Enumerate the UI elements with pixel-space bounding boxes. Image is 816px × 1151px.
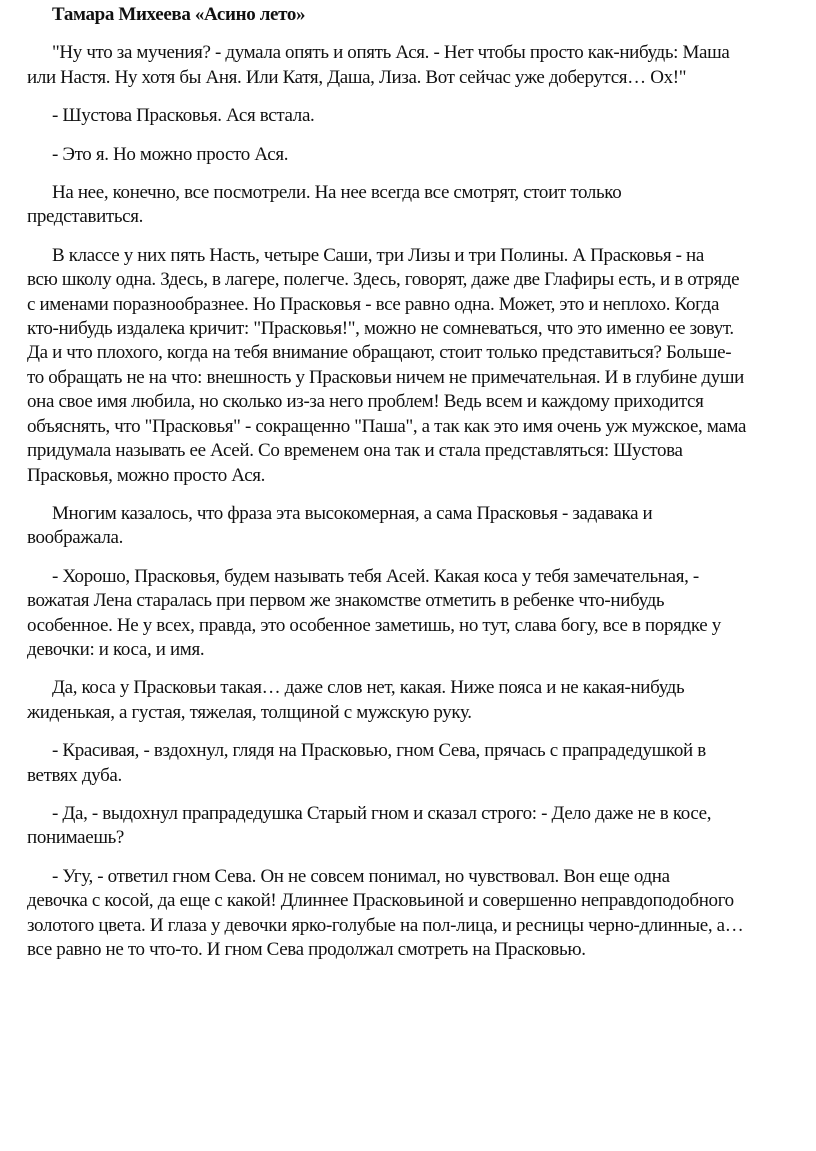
text-line: - Красивая, - вздохнул, глядя на Прасковью, гном Сева, прячась с прапрадедушкой в <box>52 740 706 762</box>
text-line: все равно не то что-то. И гном Сева продолжал смотреть на Прасковью. <box>27 939 586 960</box>
paragraph <box>27 739 816 788</box>
paragraph <box>27 802 816 851</box>
title-text: Тамара Михеева «Асино лето» <box>52 4 306 25</box>
paragraph <box>27 565 816 663</box>
text-line: придумала называть ее Асей. Со временем она так и стала представляться: Шустова <box>27 440 683 462</box>
text-line: жиденькая, а густая, тяжелая, толщиной с мужскую руку. <box>27 701 472 723</box>
text-line: Многим казалось, что фраза эта высокомерная, а сама Прасковья - задавака и <box>52 502 653 524</box>
text-line: - Шустова Прасковья. Ася встала. <box>52 105 315 127</box>
text-line: ветвях дуба. <box>27 764 122 786</box>
text-line: или Настя. Ну хотя бы Аня. Или Катя, Даша, Лиза. Вот сейчас уже доберутся… Ох!" <box>27 66 687 88</box>
text-line: объяснять, что "Прасковья" - сокращенно "Паша", а так как это имя очень уж мужское, мама <box>27 415 747 437</box>
text-line: всю школу одна. Здесь, в лагере, полегче. Здесь, говорят, даже две Глафиры есть, и в отряде <box>27 269 740 291</box>
document-page <box>27 3 816 976</box>
text-line: с именами поразнообразнее. Но Прасковья - все равно одна. Может, это и неплохо. Когда <box>27 293 720 315</box>
document-body <box>27 41 816 962</box>
text-line: На нее, конечно, все посмотрели. На нее всегда все смотрят, стоит только <box>52 182 622 204</box>
paragraph <box>27 676 816 725</box>
paragraph <box>27 104 816 128</box>
document-title <box>27 3 816 27</box>
text-line: золотого цвета. И глаза у девочки ярко-голубые на пол-лица, и ресницы черно-длинные, а… <box>27 914 744 936</box>
text-line: - Хорошо, Прасковья, будем называть тебя Асей. Какая коса у тебя замечательная, - <box>52 565 699 587</box>
text-line: Прасковья, можно просто Ася. <box>27 464 266 486</box>
text-line: особенное. Не у всех, правда, это особенное заметишь, но тут, слава богу, все в порядке у <box>27 614 721 636</box>
text-line: - Угу, - ответил гном Сева. Он не совсем понимал, но чувствовал. Вон еще одна <box>52 865 670 887</box>
text-line: - Да, - выдохнул прапрадедушка Старый гном и сказал строго: - Дело даже не в косе, <box>52 802 712 824</box>
text-line: она свое имя любила, но сколько из-за него проблем! Ведь всем и каждому приходится <box>27 391 704 413</box>
text-line: понимаешь? <box>27 827 124 849</box>
text-line: Да, коса у Прасковьи такая… даже слов нет, какая. Ниже пояса и не какая-нибудь <box>52 677 685 699</box>
text-line: представиться. <box>27 206 144 228</box>
text-line: кто-нибудь издалека кричит: "Прасковья!", можно не сомневаться, что это именно ее зовут. <box>27 318 734 340</box>
text-line: "Ну что за мучения? - думала опять и опять Ася. - Нет чтобы просто как-нибудь: Маша <box>52 42 730 64</box>
paragraph <box>27 143 816 167</box>
paragraph <box>27 244 816 488</box>
text-line: В классе у них пять Насть, четыре Саши, три Лизы и три Полины. А Прасковья - на <box>52 244 704 266</box>
text-line: девочки: и коса, и имя. <box>27 638 205 660</box>
paragraph <box>27 865 816 963</box>
paragraph <box>27 181 816 230</box>
text-line: девочка с косой, да еще с какой! Длиннее Прасковьиной и совершенно неправдоподобного <box>27 890 734 912</box>
paragraph <box>27 502 816 551</box>
text-line: воображала. <box>27 527 123 549</box>
text-line: - Это я. Но можно просто Ася. <box>52 143 289 165</box>
text-line: то обращать не на что: внешность у Прасковьи ничем не примечательная. И в глубине души <box>27 366 744 388</box>
paragraph <box>27 41 816 90</box>
text-line: Да и что плохого, когда на тебя внимание обращают, стоит только представиться? Больше- <box>27 342 732 364</box>
text-line: вожатая Лена старалась при первом же знакомстве отметить в ребенке что-нибудь <box>27 590 665 612</box>
